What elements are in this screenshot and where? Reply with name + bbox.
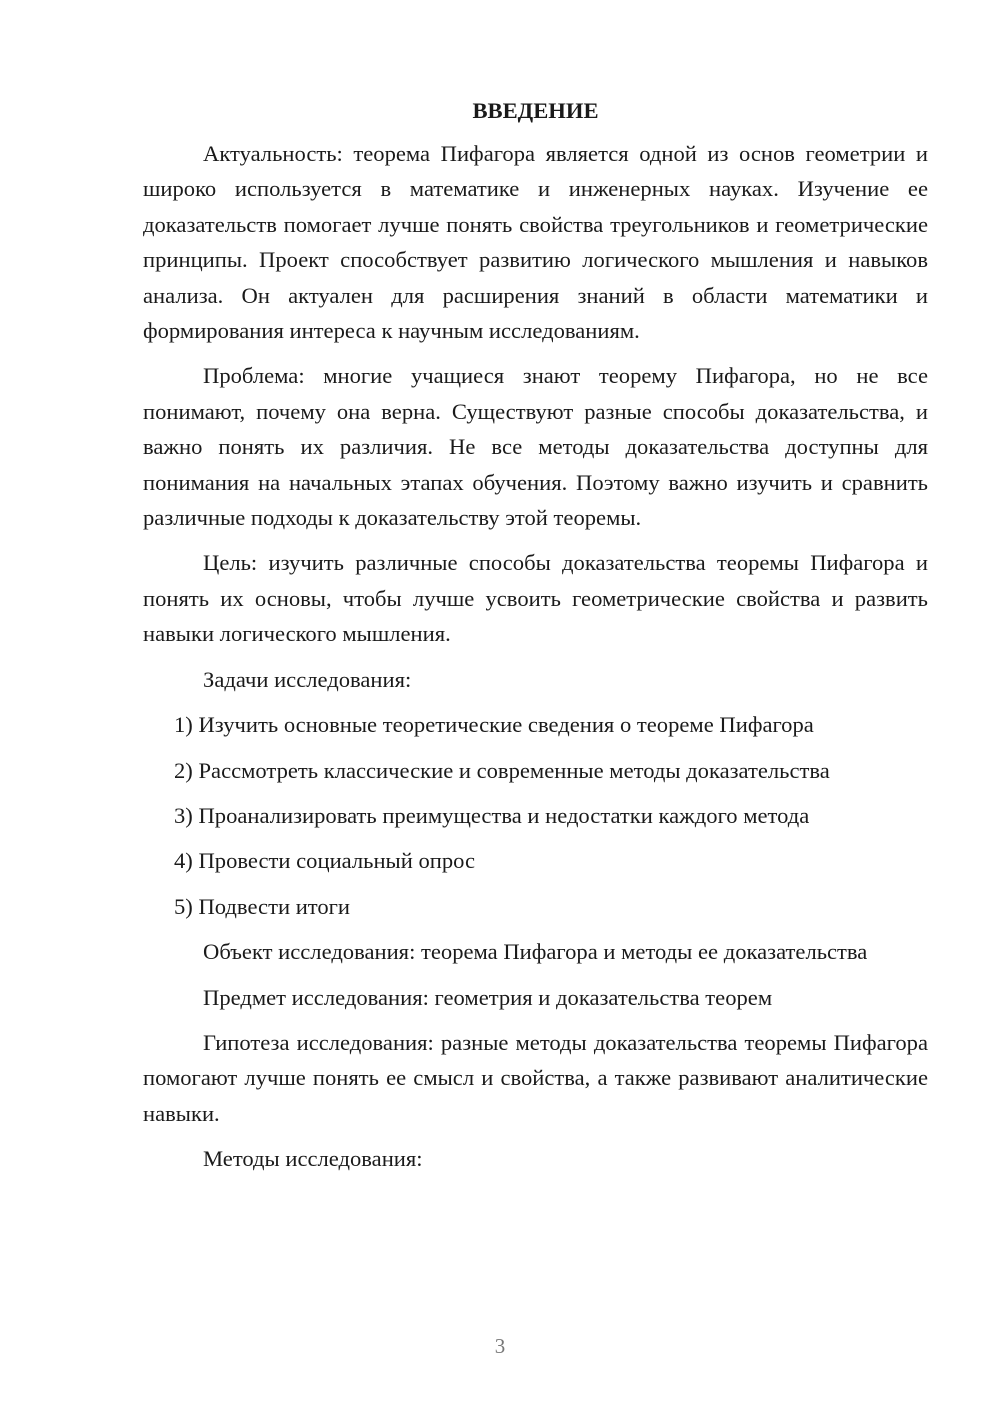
- page-number: 3: [494, 1334, 506, 1358]
- list-item: 5) Подвести итоги: [174, 893, 351, 919]
- tasks-title: Задачи исследования:: [203, 666, 412, 692]
- object-paragraph: Объект исследования: теорема Пифагора и методы ее доказательства: [203, 939, 868, 965]
- goal-paragraph: Цель: изучить различные способы доказательства теоремы Пифагора и понять их основы, чтобы лучше усвоить геометрические свойства и развить навыки логического мышления.: [143, 550, 928, 647]
- section-heading: ВВЕДЕНИЕ: [472, 98, 599, 123]
- list-item: 2) Рассмотреть классические и современные методы доказательства: [174, 757, 830, 783]
- list-item: 3) Проанализировать преимущества и недостатки каждого метода: [174, 802, 810, 828]
- subject-paragraph: Предмет исследования: геометрия и доказательства теорем: [203, 984, 773, 1010]
- relevance-paragraph: Актуальность: теорема Пифагора является одной из основ геометрии и широко используется в математике и инженерных науках. Изучение ее доказательств помогает лучше понять свойства треугольников и геометрические принципы. Проект способствует развитию логического мышления и навыков анализа. Он актуален для расширения знаний в области математики и формирования интереса к научным исследованиям.: [143, 141, 928, 344]
- methods-title: Методы исследования:: [203, 1146, 423, 1172]
- tasks-list: [143, 707, 928, 924]
- problem-paragraph: Проблема: многие учащиеся знают теорему Пифагора, но не все понимают, почему она верна. Существуют разные способы доказательства, и важно понять их различия. Не все методы доказательства доступны для понимания на начальных этапах обучения. Поэтому важно изучить и сравнить различные подходы к доказательству этой теоремы.: [143, 363, 928, 531]
- hypothesis-paragraph: Гипотеза исследования: разные методы доказательства теоремы Пифагора помогают лучше понять ее смысл и свойства, а также развивают аналитические навыки.: [143, 1029, 928, 1126]
- document-page: [143, 96, 928, 1187]
- list-item: 1) Изучить основные теоретические сведения о теореме Пифагора: [174, 712, 814, 738]
- list-item: 4) Провести социальный опрос: [174, 848, 476, 874]
